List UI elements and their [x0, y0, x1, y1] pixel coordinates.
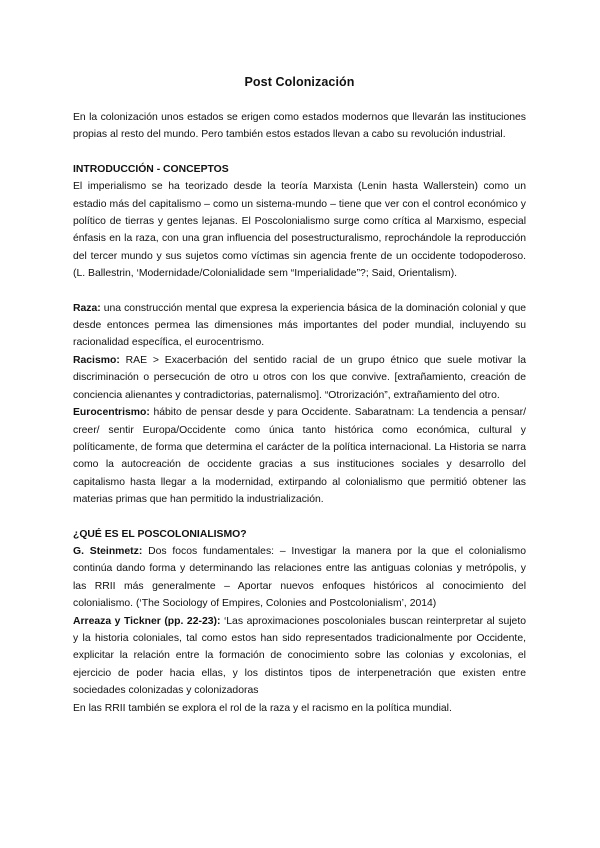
definition-text: una construcción mental que expresa la experiencia básica de la dominación colonial y que desde entonces permea las dimensiones más importantes del poder mundial, incluyendo su racionalidad específica, el eurocentrismo. [73, 302, 526, 349]
definition-text: RAE > Exacerbación del sentido racial de un grupo étnico que suele motivar la discriminación o persecución de otro u otros con los que convive. [extrañamiento, creación de conciencia alienantes y contradictorias, paternalismo]. “Otrorización”, extrañamiento del otro. [73, 354, 526, 401]
definition-term: Raza: [73, 302, 101, 314]
entry-arreaza-tickner [73, 613, 526, 700]
entry-term: G. Steinmetz: [73, 545, 143, 557]
closing-paragraph: En las RRII también se explora el rol de la raza y el racismo en la política mundial. [73, 702, 452, 714]
intro-paragraph: En la colonización unos estados se erigen como estados modernos que llevarán las instituciones propias al resto del mundo. Pero también estos estados llevan a cabo su revolución industrial. [73, 112, 526, 141]
definition-text: hábito de pensar desde y para Occidente. Sabaratnam: La tendencia a pensar/ creer/ sentir Europa/Occidente como única tanto histórica como económica, cultural y políticamente, de forma que determina el carácter de la política internacional. La Historia se narra como la autocreación de occidente gracias a sus instituciones sociales y desarrollo del capitalismo hasta llegar a la modernidad, extirpando al colonialismo que permitió obtener las materias primas que han permitido la industrialización. [73, 407, 526, 506]
section-heading-introduccion: INTRODUCCIÓN - CONCEPTOS [73, 163, 229, 175]
definition-raza [73, 300, 526, 352]
page-title: Post Colonización [244, 75, 355, 89]
entry-text: ‘Las aproximaciones poscoloniales buscan reinterpretar al sujeto y la historia coloniales, tal como estos han sido representados tradicionalmente por Occidente, explicitar la relación entre la formación de conocimiento sobre las colonias y excolonias, el ejercicio de poder hacia ellas, y los distintos tipos de interpenetración que existen entre sociedades colonizadas y colonizadoras [73, 615, 526, 697]
definition-racismo [73, 352, 526, 404]
definition-term: Racismo: [73, 354, 120, 366]
spacer [73, 509, 526, 526]
entry-term: Arreaza y Tickner (pp. 22-23): [73, 615, 221, 627]
spacer [73, 144, 526, 161]
entry-steinmetz [73, 543, 526, 613]
section-heading-poscolonialismo: ¿QUÉ ES EL POSCOLONIALISMO? [73, 528, 247, 540]
introduccion-paragraph: El imperialismo se ha teorizado desde la teoría Marxista (Lenin hasta Wallerstein) como un estadio más del capitalismo – como un sistema-mundo – tiene que ver con el control económico y político de tierras y gentes lejanas. El Poscolonialismo surge como crítica al Marxismo, especial énfasis en la raza, con una gran influencia del posestructuralismo, reprochándole la reproducción del tercer mundo y sus sujetos como víctimas sin agencia frente de un occidente todopoderoso. (L. Ballestrin, ‘Modernidade/Colonialidade sem “Imperialidade”?; Said, Orientalism). [73, 181, 526, 280]
definition-eurocentrismo [73, 404, 526, 508]
entry-text: Dos focos fundamentales: – Investigar la manera por la que el colonialismo continúa dando forma y determinando las relaciones entre las antiguas colonias y metrópolis, y las RRII más generalmente – Aportar nuevos enfoques históricos al conocimiento del colonialismo. (‘The Sociology of Empires, Colonies and Postcolonialism’, 2014) [73, 545, 526, 610]
spacer [73, 283, 526, 300]
definition-term: Eurocentrismo: [73, 407, 150, 419]
